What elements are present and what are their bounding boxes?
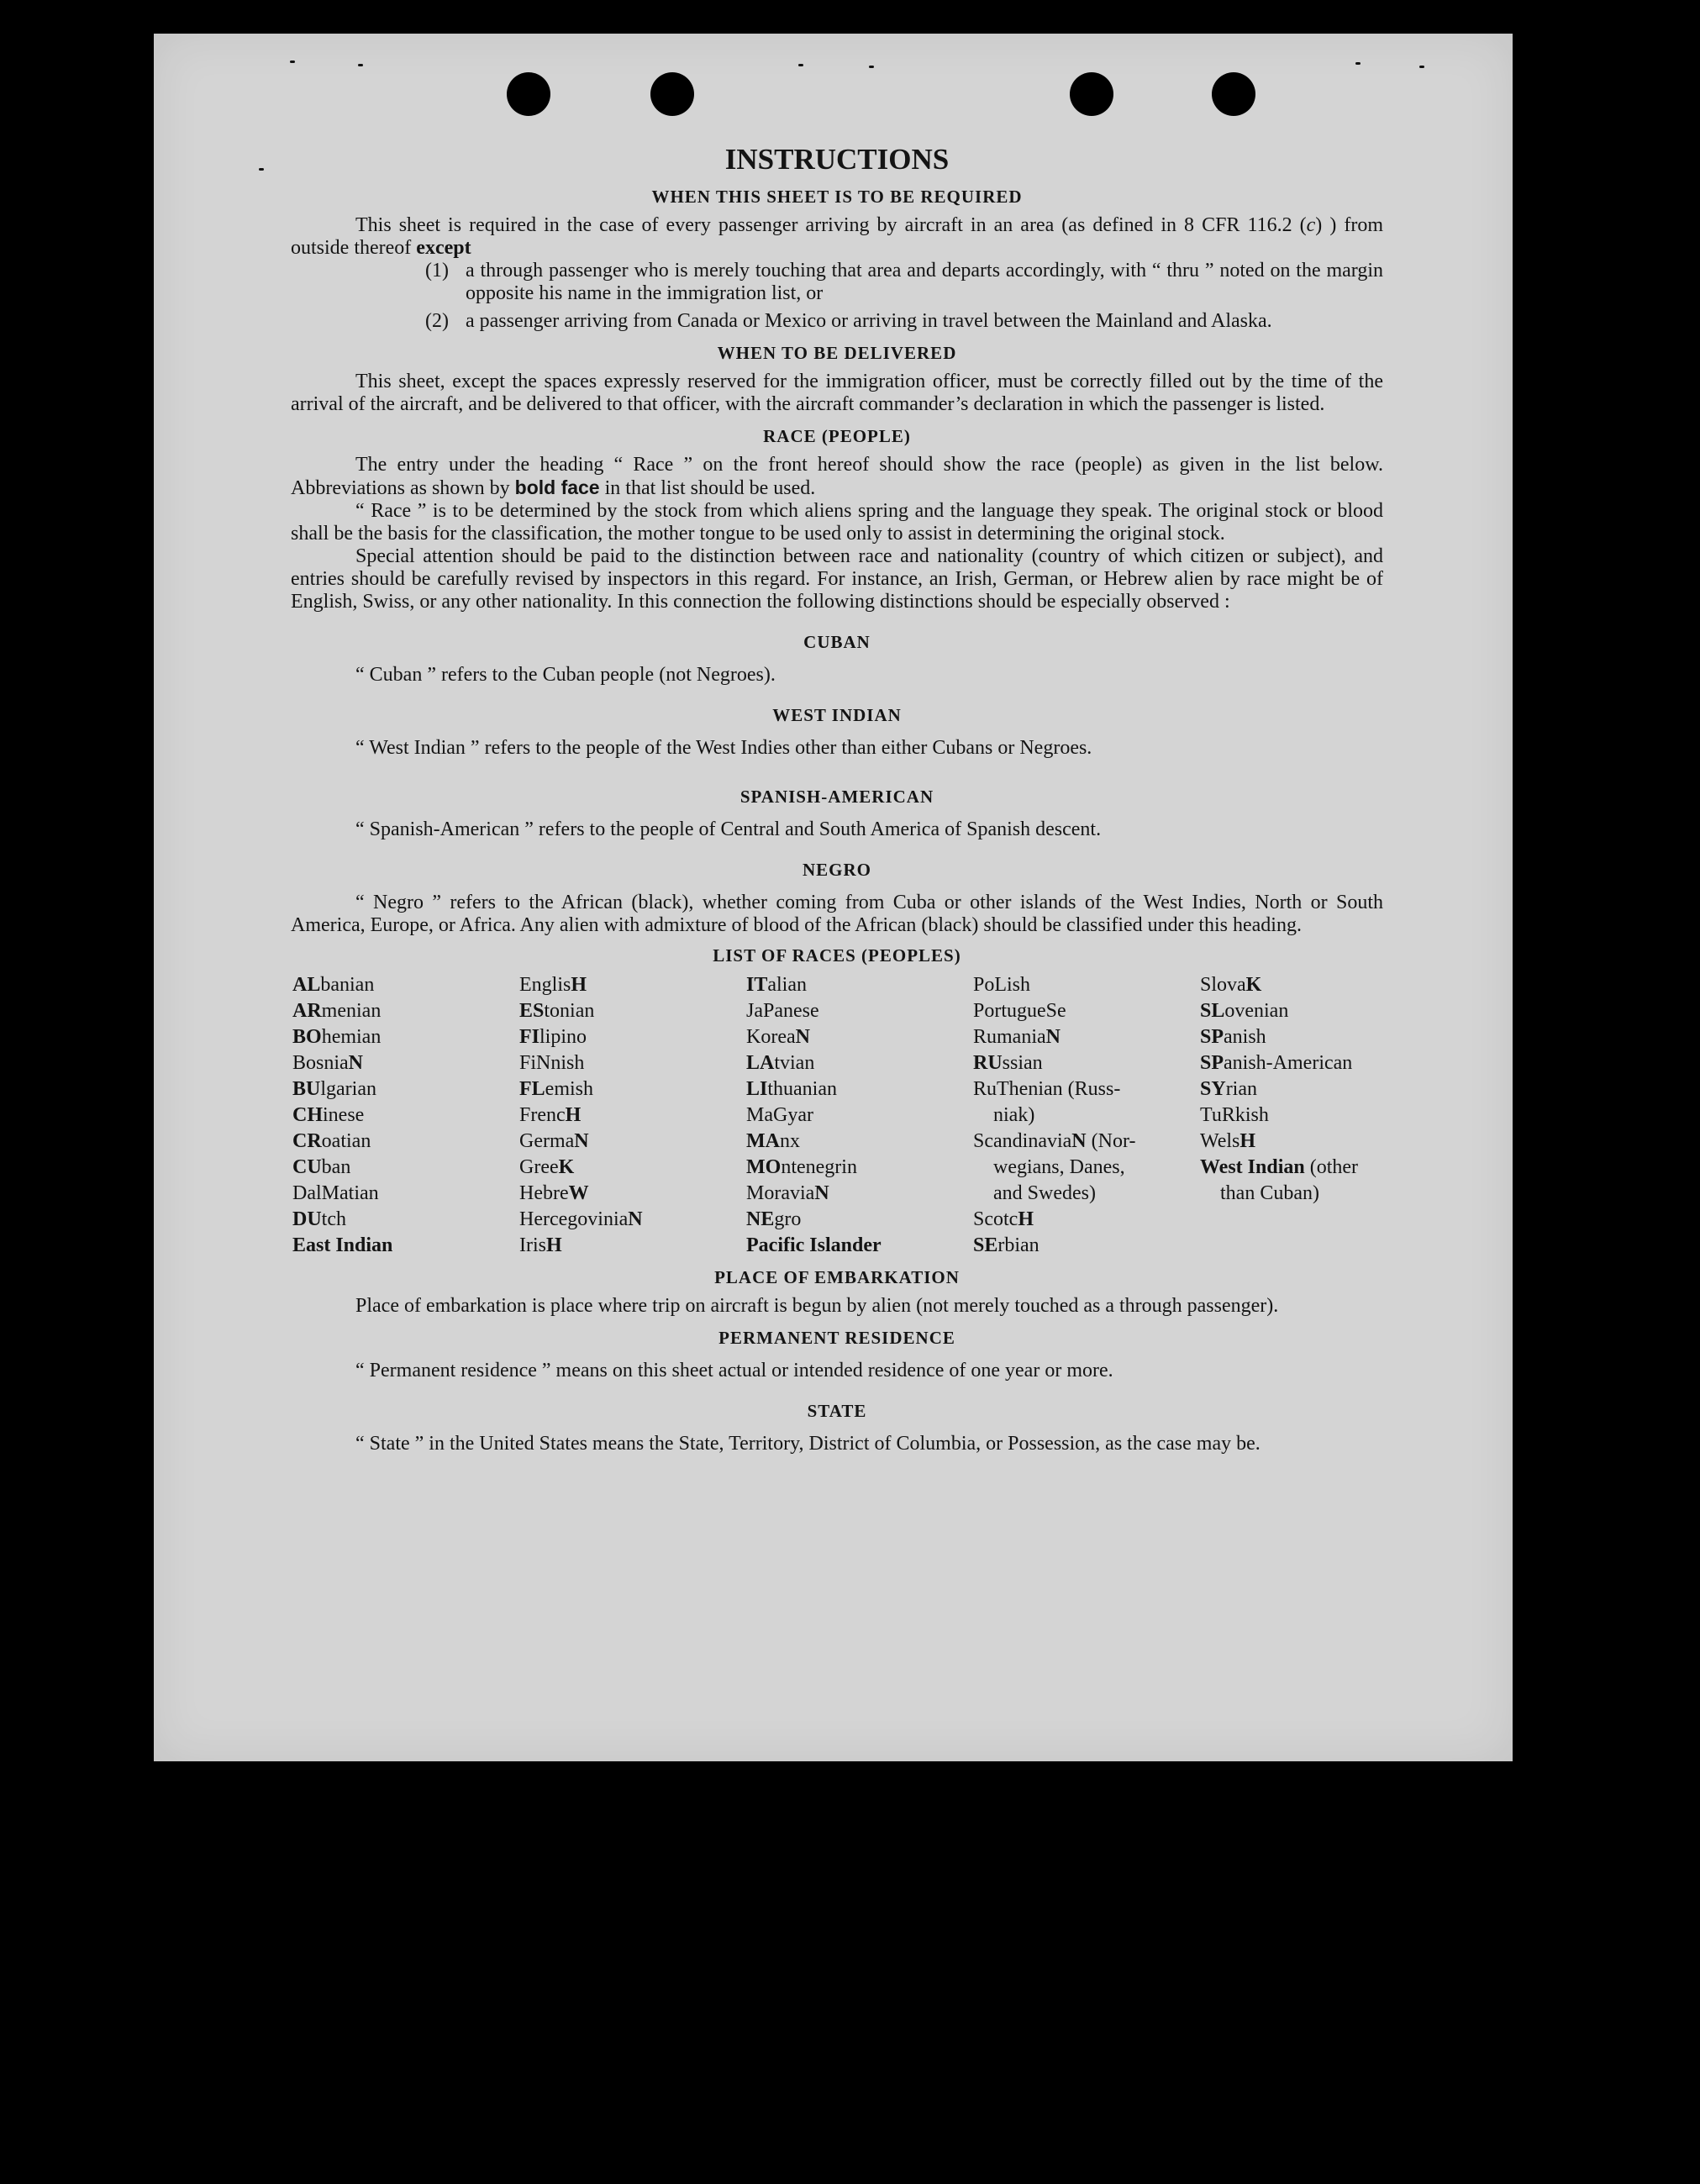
race-entry: FrencH xyxy=(519,1104,582,1126)
race-entry: Pacific Islander xyxy=(746,1234,882,1256)
cuban-text: “ Cuban ” refers to the Cuban people (not Negroes). xyxy=(355,664,776,686)
race-entry: SlovaK xyxy=(1200,974,1262,996)
speck xyxy=(290,61,295,63)
race-entry: HebreW xyxy=(519,1182,589,1204)
races-column xyxy=(292,972,519,1259)
punch-hole xyxy=(507,72,550,116)
heading-embarkation: PLACE OF EMBARKATION xyxy=(714,1267,960,1287)
race-entry: RuThenian (Russ- xyxy=(973,1078,1121,1100)
race-entry: MAnx xyxy=(746,1130,800,1152)
race-entry: BosniaN xyxy=(292,1052,364,1074)
race-entry: CRoatian xyxy=(292,1130,371,1152)
race-entry: KoreaN xyxy=(746,1026,810,1048)
race-entry: TuRkish xyxy=(1200,1104,1269,1126)
residence-text: “ Permanent residence ” means on this sheet actual or intended residence of one year or more. xyxy=(355,1360,1113,1381)
heading-negro: NEGRO xyxy=(802,860,871,880)
race-entry: LAtvian xyxy=(746,1052,815,1074)
race-entry: ITalian xyxy=(746,974,807,996)
speck xyxy=(1419,66,1424,68)
races-column xyxy=(973,972,1200,1259)
heading-required: WHEN THIS SHEET IS TO BE REQUIRED xyxy=(651,187,1023,207)
race-entry: PortugueSe xyxy=(973,1000,1066,1022)
punch-hole xyxy=(1212,72,1255,116)
negro-text: “ Negro ” refers to the African (black), whether coming from Cuba or other islands of the West Indies, North or South America, Europe, or Africa. Any alien with admixture of blood of the African (black) should be classified under this heading. xyxy=(291,892,1383,936)
race-entry: ALbanian xyxy=(292,974,375,996)
heading-residence: PERMANENT RESIDENCE xyxy=(718,1328,955,1348)
races-column xyxy=(746,972,973,1259)
exception-item-1: (1) a through passenger who is merely touching that area and departs accordingly, with “ thru ” noted on the margin opposite his name in the immigration list, or xyxy=(425,260,1383,304)
race-entry: GreeK xyxy=(519,1156,575,1178)
race-entry: RumaniaN xyxy=(973,1026,1061,1048)
spanish-american-text: “ Spanish-American ” refers to the people of Central and South America of Spanish descent. xyxy=(355,818,1102,840)
heading-cuban: CUBAN xyxy=(803,632,871,652)
race-entry: ARmenian xyxy=(292,1000,382,1022)
race-entry: wegians, Danes, xyxy=(993,1156,1125,1178)
speck xyxy=(358,64,363,66)
heading-west-indian: WEST INDIAN xyxy=(772,705,902,725)
race-entry: EnglisH xyxy=(519,974,587,996)
instructions-content xyxy=(291,143,1383,1455)
race-entry: CUban xyxy=(292,1156,351,1178)
race-entry: and Swedes) xyxy=(993,1182,1096,1204)
race-paragraph-1: The entry under the heading “ Race ” on the front hereof should show the race (people) as given in the list below. Abbreviations as shown by bold face in that list should be used. xyxy=(291,454,1383,499)
heading-delivered: WHEN TO BE DELIVERED xyxy=(717,343,957,363)
race-entry: MoraviaN xyxy=(746,1182,829,1204)
speck xyxy=(869,66,874,68)
race-entry: LIthuanian xyxy=(746,1078,837,1100)
race-entry: East Indian xyxy=(292,1234,393,1256)
page-title: INSTRUCTIONS xyxy=(724,143,950,176)
race-entry: FiNnish xyxy=(519,1052,585,1074)
race-entry: than Cuban) xyxy=(1220,1182,1319,1204)
race-entry: NEgro xyxy=(746,1208,802,1230)
race-entry: IrisH xyxy=(519,1234,562,1256)
races-column xyxy=(519,972,746,1259)
race-entry: HercegoviniaN xyxy=(519,1208,643,1230)
document-sheet xyxy=(154,34,1513,1761)
speck xyxy=(798,64,803,66)
heading-list-of-races: LIST OF RACES (PEOPLES) xyxy=(713,945,961,966)
races-column xyxy=(1200,972,1393,1259)
speck xyxy=(1355,62,1361,65)
required-intro: This sheet is required in the case of every passenger arriving by aircraft in an area (as defined in 8 CFR 116.2 (c) ) from outside thereof except xyxy=(291,214,1383,259)
race-entry: SPanish-American xyxy=(1200,1052,1353,1074)
race-entry: FLemish xyxy=(519,1078,593,1100)
race-paragraph-2: “ Race ” is to be determined by the stock from which aliens spring and the language they speak. The original stock or blood shall be the basis for the classification, the mother tongue to be used only to assist in determining the original stock. xyxy=(291,500,1383,545)
race-entry: PoLish xyxy=(973,974,1031,996)
race-entry: BUlgarian xyxy=(292,1078,376,1100)
delivered-text: This sheet, except the spaces expressly reserved for the immigration officer, must be correctly filled out by the time of the arrival of the aircraft, and be delivered to that officer, with the aircraft commander’s declaration in which the passenger is listed. xyxy=(291,371,1383,415)
west-indian-text: “ West Indian ” refers to the people of the West Indies other than either Cubans or Negroes. xyxy=(355,737,1092,759)
race-entry: DalMatian xyxy=(292,1182,379,1204)
race-entry: GermaN xyxy=(519,1130,589,1152)
race-entry: ScotcH xyxy=(973,1208,1034,1230)
embarkation-text: Place of embarkation is place where trip on aircraft is begun by alien (not merely touched as a through passenger). xyxy=(355,1295,1279,1317)
exception-item-2: (2) a passenger arriving from Canada or Mexico or arriving in travel between the Mainland and Alaska. xyxy=(425,310,1272,332)
race-entry: niak) xyxy=(993,1104,1035,1126)
state-text: “ State ” in the United States means the State, Territory, District of Columbia, or Possession, as the case may be. xyxy=(355,1433,1261,1455)
punch-hole xyxy=(650,72,694,116)
race-entry: MOntenegrin xyxy=(746,1156,857,1178)
race-entry: SPanish xyxy=(1200,1026,1266,1048)
race-entry: ScandinaviaN (Nor- xyxy=(973,1130,1136,1152)
heading-state: STATE xyxy=(807,1401,867,1421)
speck xyxy=(259,168,264,171)
race-entry: RUssian xyxy=(973,1052,1043,1074)
race-entry: FIlipino xyxy=(519,1026,587,1048)
races-list xyxy=(292,972,1383,1259)
race-entry: SLovenian xyxy=(1200,1000,1289,1022)
heading-spanish-american: SPANISH-AMERICAN xyxy=(739,787,934,807)
race-entry: EStonian xyxy=(519,1000,595,1022)
race-paragraph-3: Special attention should be paid to the distinction between race and nationality (country of which citizen or subject), and entries should be carefully revised by inspectors in this regard. For instance, an Irish, German, or Hebrew alien by race might be of English, Swiss, or any other nationality. In this connection the following distinctions should be especially observed : xyxy=(291,545,1383,613)
race-entry: MaGyar xyxy=(746,1104,813,1126)
heading-race: RACE (PEOPLE) xyxy=(763,426,911,446)
race-entry: DUtch xyxy=(292,1208,346,1230)
race-entry: CHinese xyxy=(292,1104,365,1126)
punch-hole xyxy=(1070,72,1113,116)
race-entry: BOhemian xyxy=(292,1026,382,1048)
race-entry: JaPanese xyxy=(746,1000,819,1022)
race-entry: SYrian xyxy=(1200,1078,1257,1100)
race-entry: WelsH xyxy=(1200,1130,1256,1152)
race-entry: SErbian xyxy=(973,1234,1039,1256)
race-entry: West Indian (other xyxy=(1200,1156,1359,1178)
